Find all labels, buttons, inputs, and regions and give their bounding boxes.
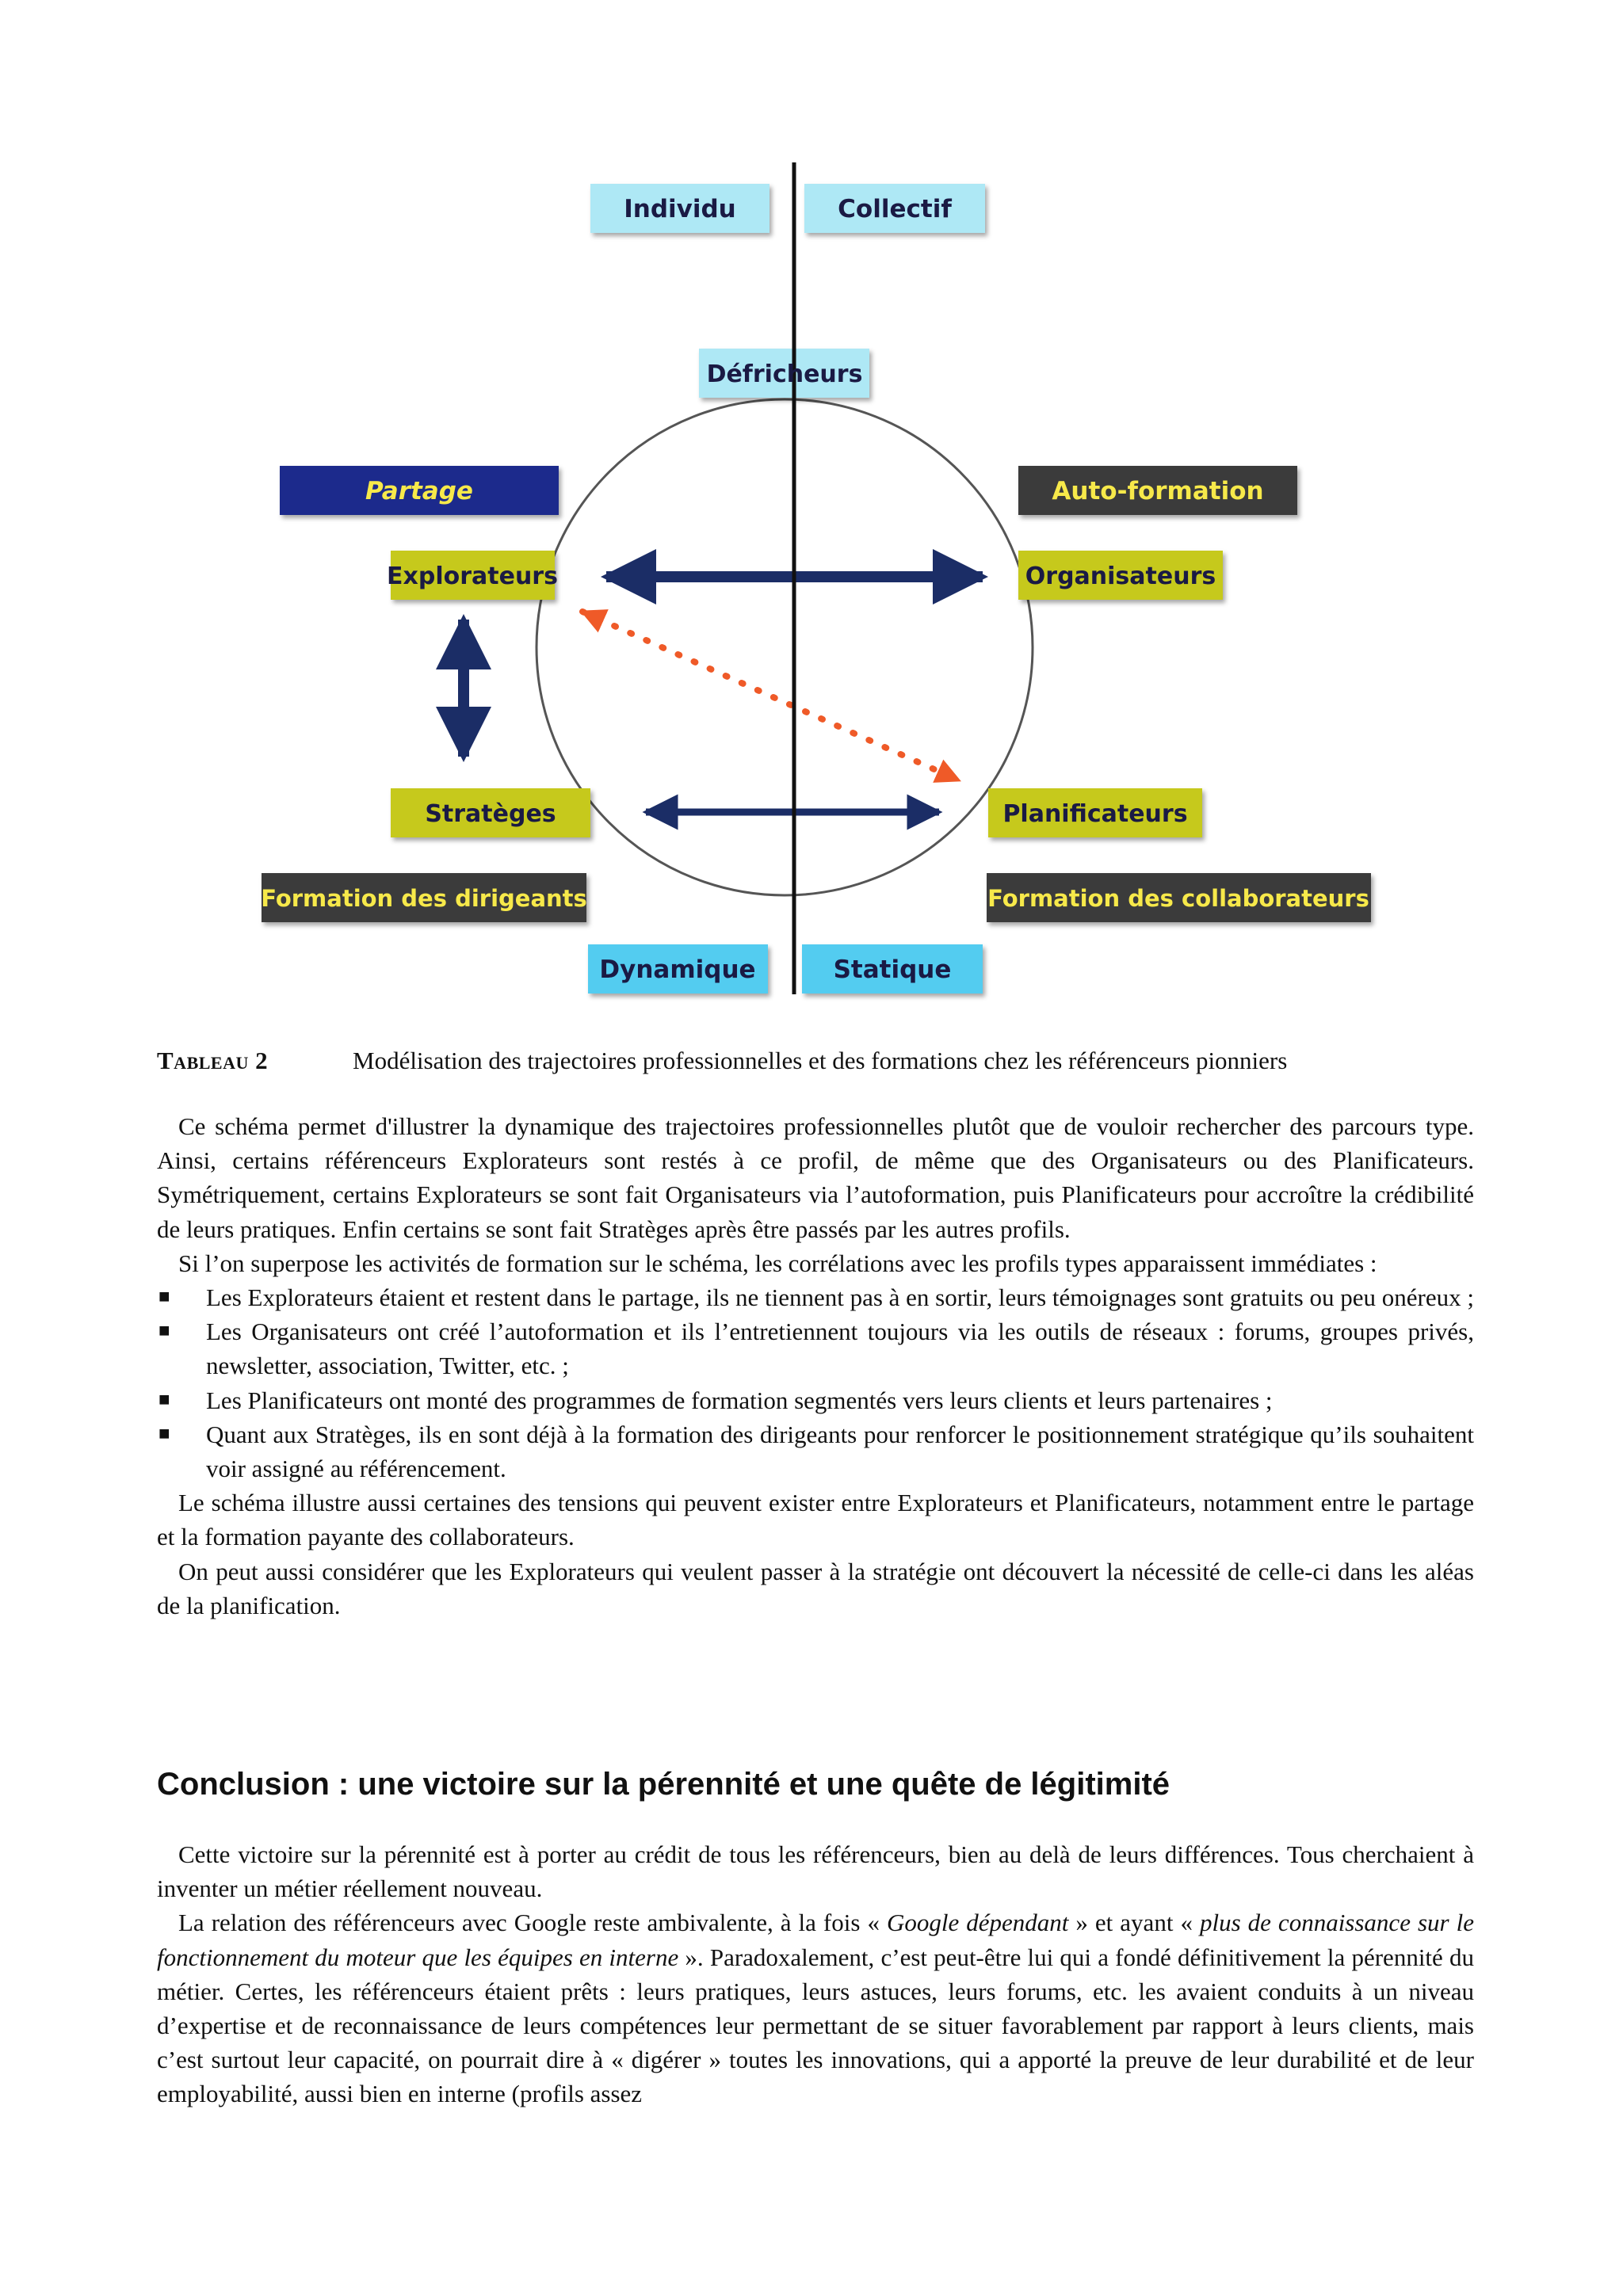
list-item: [157, 1383, 1474, 1417]
list-item: [157, 1280, 1474, 1314]
paragraph: Ce schéma permet d'illustrer la dynamique des trajectoires professionnelles plutôt que de vouloir rechercher des parcours type. Ainsi, certains référenceurs Explorateurs sont restés à ce profil, de même que des Organisateurs ou des Planificateurs. Symétriquement, certains Explorateurs se sont fait Organisateurs via l’autoformation, puis Planificateurs pour accroître la crédibilité de leurs pratiques. Enfin certains se sont fait Stratèges après être passés par les autres profils.: [157, 1112, 1474, 1243]
formation-collaborateurs-label: Formation des collaborateurs: [987, 885, 1369, 912]
text-run: ». Paradoxalement, c’est peut-être lui qui a fondé définitivement la pérennité du métier. Certes, les référenceurs étaient prêts : leurs pratiques, leurs astuces, leurs forums, etc. les avaient conduits à un niveau d’expertise et de reconnaissance de leurs compétences leur permettant de se situer favorablement par rapport à leurs clients, mais c’est surtout leur capacité, on pourrait dire à « digérer » toutes les innovations, qui a apporté la preuve de leur durabilité et de leur employabilité, aussi bien en interne (profils assez: [157, 1943, 1474, 2108]
bullet-icon: ■: [158, 1321, 170, 1342]
individu-label: Individu: [624, 195, 736, 223]
bullet-icon: ■: [158, 1287, 170, 1308]
partage-label: Partage: [365, 477, 473, 505]
list-item: [157, 1417, 1474, 1486]
organisateurs-label: Organisateurs: [1025, 563, 1216, 590]
paragraph: Si l’on superpose les activités de formation sur le schéma, les corrélations avec les profils types apparaissent immédiates :: [178, 1249, 1377, 1277]
body-section: [157, 1109, 1474, 1623]
paragraph: Le schéma illustre aussi certaines des tensions qui peuvent exister entre Explorateurs et Planificateurs, notamment entre le partage et la formation payante des collaborateurs.: [157, 1489, 1474, 1551]
quote-emphasis: Google dépendant: [886, 1909, 1069, 1937]
list-item-text: Les Planificateurs ont monté des programmes de formation segmentés vers leurs clients et leurs partenaires ;: [206, 1386, 1273, 1414]
auto-formation-label: Auto-formation: [1052, 477, 1264, 505]
list-item-text: Les Organisateurs ont créé l’autoformation et ils l’entretiennent toujours via les outils de réseaux : forums, groupes privés, newsletter, association, Twitter, etc. ;: [206, 1318, 1474, 1380]
statique-label: Statique: [833, 955, 952, 984]
conclusion-heading: Conclusion : une victoire sur la pérennité et une quête de légitimité: [157, 1767, 1170, 1802]
trajectory-circle: [537, 399, 1033, 895]
list-item: [157, 1314, 1474, 1383]
conclusion-section: [157, 1837, 1474, 2111]
text-run: La relation des référenceurs avec Google reste ambivalente, à la fois «: [178, 1909, 887, 1937]
text-run: » et ayant «: [1068, 1909, 1200, 1937]
trajectories-diagram: [0, 0, 1623, 1014]
figure-caption: [157, 1044, 1472, 1077]
bullet-list: [157, 1280, 1474, 1486]
bullet-icon: ■: [158, 1389, 170, 1410]
strateges-label: Stratèges: [425, 800, 556, 828]
formation-dirigeants-label: Formation des dirigeants: [261, 885, 587, 912]
list-item-text: Les Explorateurs étaient et restent dans le partage, ils ne tiennent pas à en sortir, leurs témoignages sont gratuits ou peu onéreux ;: [206, 1283, 1474, 1312]
list-item-text: Quant aux Stratèges, ils en sont déjà à la formation des dirigeants pour renforcer le positionnement stratégique qu’ils souhaitent voir assigné au référencement.: [206, 1420, 1474, 1483]
collectif-label: Collectif: [838, 195, 952, 223]
caption-text: Modélisation des trajectoires professionnelles et des formations chez les référenceurs pionniers: [353, 1047, 1288, 1074]
caption-label: Tableau 2: [157, 1047, 269, 1074]
defricheurs-label: Défricheurs: [706, 360, 863, 388]
tension-dotted-arrow: [582, 612, 959, 780]
quote-emphasis: plus de connaissance sur le fonctionnement du moteur que les équipes en interne: [157, 1909, 1474, 1971]
paragraph: [157, 1905, 1474, 2111]
planificateurs-label: Planificateurs: [1002, 800, 1188, 828]
bullet-icon: ■: [158, 1423, 170, 1444]
paragraph: Cette victoire sur la pérennité est à porter au crédit de tous les référenceurs, bien au delà de leurs différences. Tous cherchaient à inventer un métier réellement nouveau.: [157, 1840, 1474, 1903]
paragraph: On peut aussi considérer que les Explorateurs qui veulent passer à la stratégie ont découvert la nécessité de celle-ci dans les aléas de la planification.: [157, 1557, 1474, 1619]
dynamique-label: Dynamique: [599, 955, 756, 984]
explorateurs-label: Explorateurs: [387, 563, 558, 590]
